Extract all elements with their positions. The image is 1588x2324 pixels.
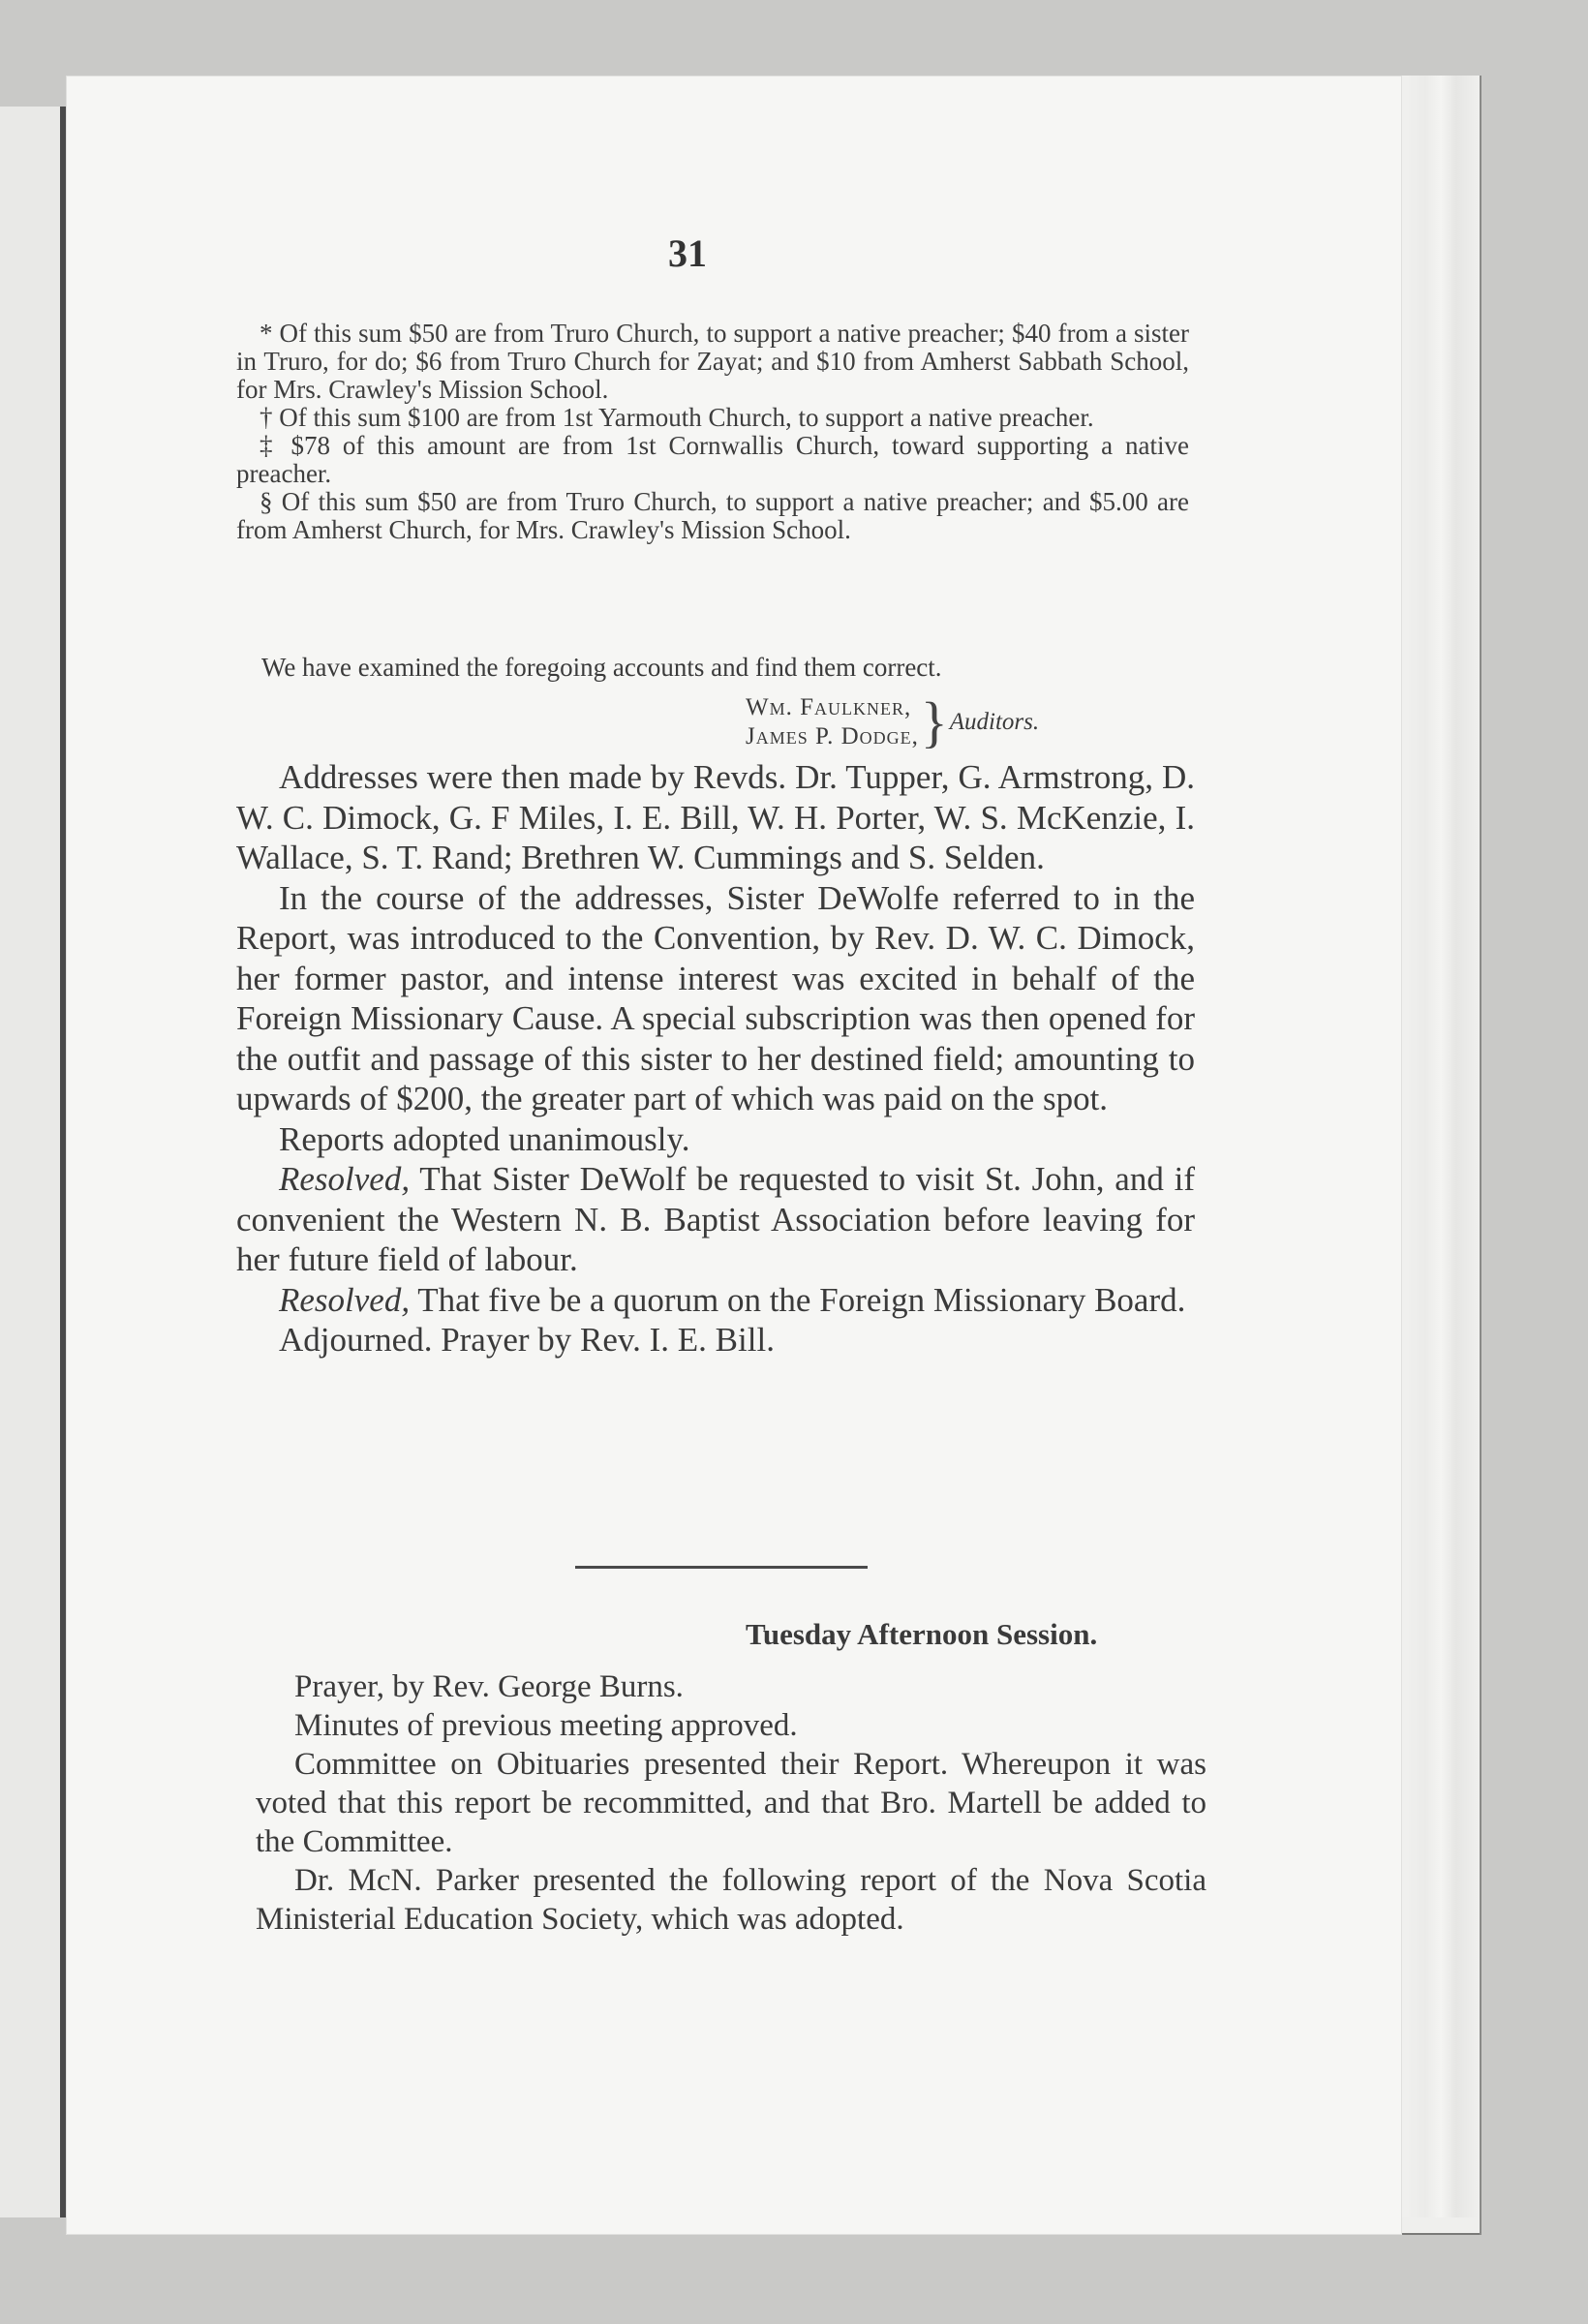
session-paragraph: Dr. McN. Parker presented the following report of the Nova Scotia Ministerial Education Society, which was adopted.	[256, 1863, 1206, 1937]
section-divider	[575, 1566, 868, 1569]
footnote-3: ‡ $78 of this amount are from 1st Cornwallis Church, toward supporting a native preacher.	[236, 431, 1189, 488]
paragraph-adjourned: Adjourned. Prayer by Rev. I. E. Bill.	[279, 1321, 775, 1359]
resolved-label: Resolved,	[279, 1160, 411, 1198]
paragraph-reports-adopted: Reports adopted unanimously.	[279, 1119, 690, 1158]
auditor-names	[746, 693, 919, 751]
session-paragraph: Minutes of previous meeting approved.	[294, 1708, 798, 1743]
session-minutes	[256, 1667, 1206, 1939]
footnotes	[236, 320, 1189, 544]
footnote-2: † Of this sum $100 are from 1st Yarmouth Church, to support a native preacher.	[260, 403, 1094, 432]
auditors-label: Auditors.	[949, 709, 1040, 735]
page-number: 31	[668, 231, 707, 275]
resolved-label: Resolved,	[279, 1280, 411, 1319]
auditors-signature	[746, 690, 1040, 753]
auditor-name-1: Wm. Faulkner,	[746, 694, 912, 720]
paragraph-sister-dewolfe: In the course of the addresses, Sister DeWolfe referred to in the Report, was introduced to the Convention, by Rev. D. W. C. Dimock, her former pastor, and intense interest was excited in behalf of the Foreign Missionary Cause. A special subscription was then opened for the outfit and passage of this sister to her destined field; amounting to upwards of $200, the greater part of which was paid on the spot.	[236, 878, 1195, 1117]
left-page-edge	[0, 107, 66, 2217]
auditor-name-2: James P. Dodge,	[746, 723, 919, 749]
footnote-4: § Of this sum $50 are from Truro Church, to support a native preacher; and $5.00 are from Amherst Church, for Mrs. Crawley's Mission School.	[236, 487, 1189, 544]
session-paragraph: Committee on Obituaries presented their Report. Whereupon it was voted that this report be recommitted, and that Bro. Martell be added to the Committee.	[256, 1747, 1206, 1859]
paragraph-resolved-quorum: Resolved, That five be a quorum on the Foreign Missionary Board.	[279, 1280, 1186, 1319]
paragraph-resolved-visit: Resolved, That Sister DeWolf be requested to visit St. John, and if convenient the Western N. B. Baptist Association before leaving for her future field of labour.	[236, 1160, 1195, 1278]
paragraph-addresses: Addresses were then made by Revds. Dr. Tupper, G. Armstrong, D. W. C. Dimock, G. F Miles, I. E. Bill, W. H. Porter, W. S. McKenzie, I. Wallace, S. T. Rand; Brethren W. Cummings and S. Selden.	[236, 758, 1195, 876]
page-right-edge	[1402, 76, 1481, 2235]
session-paragraph: Prayer, by Rev. George Burns.	[294, 1669, 684, 1704]
brace-symbol: }	[920, 690, 948, 753]
examined-statement: We have examined the foregoing accounts and find them correct.	[261, 653, 942, 682]
session-heading: Tuesday Afternoon Session.	[746, 1617, 1098, 1651]
minutes-body	[236, 757, 1195, 1361]
footnote-1: * Of this sum $50 are from Truro Church, to support a native preacher; $40 from a sister in Truro, for do; $6 from Truro Church for Zayat; and $10 from Amherst Sabbath School, for Mrs. Crawley's Mission School.	[236, 319, 1189, 404]
